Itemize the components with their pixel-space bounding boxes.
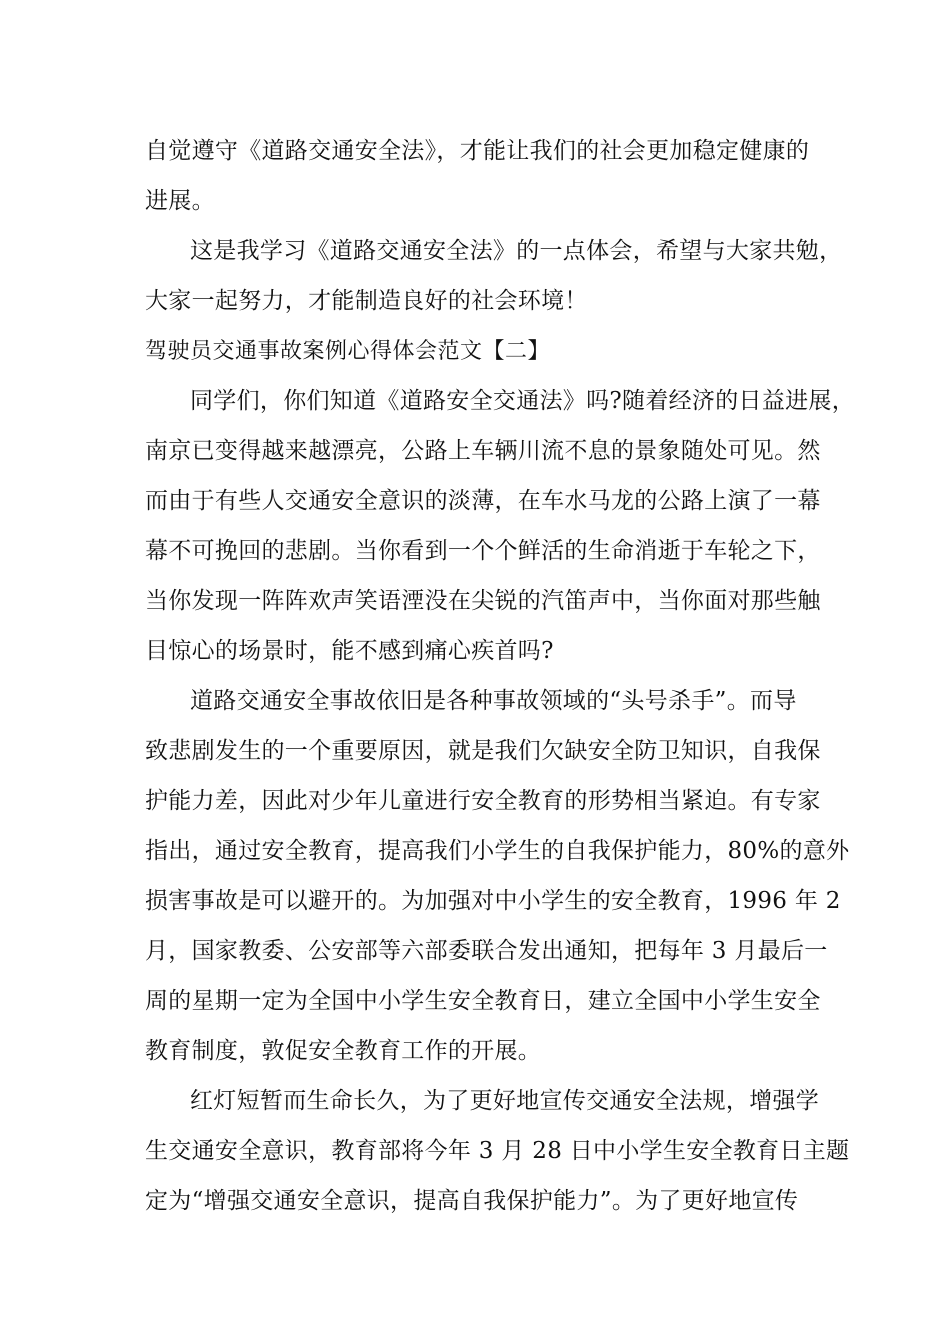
section-heading: 驾驶员交通事故案例心得体会范文【二】 xyxy=(145,339,551,364)
text-line: 护能力差，因此对少年儿童进行安全教育的形势相当紧迫。有专家 xyxy=(145,788,821,814)
text-line: 周的星期一定为全国中小学生安全教育日，建立全国中小学生安全 xyxy=(145,988,821,1014)
text-line: 进展。 xyxy=(145,188,215,214)
paragraph-start: 道路交通安全事故依旧是各种事故领域的“头号杀手”。而导 xyxy=(190,688,797,714)
text-line: 生交通安全意识，教育部将今年 3 月 28 日中小学生安全教育日主题 xyxy=(145,1138,850,1164)
text-line: 自觉遵守《道路交通安全法》，才能让我们的社会更加稳定健康的 xyxy=(145,138,810,164)
paragraph-start: 这是我学习《道路交通安全法》的一点体会，希望与大家共勉， xyxy=(190,238,843,264)
text-line: 定为“增强交通安全意识，提高自我保护能力”。为了更好地宣传 xyxy=(145,1188,799,1214)
text-line: 教育制度，敦促安全教育工作的开展。 xyxy=(145,1038,542,1064)
text-line: 目惊心的场景时，能不感到痛心疾首吗? xyxy=(145,638,554,664)
text-line: 指出，通过安全教育，提高我们小学生的自我保护能力，80%的意外 xyxy=(145,838,850,864)
text-line: 南京已变得越来越漂亮，公路上车辆川流不息的景象随处可见。然 xyxy=(145,438,821,464)
text-line: 大家一起努力，才能制造良好的社会环境！ xyxy=(145,288,588,314)
text-line: 损害事故是可以避开的。为加强对中小学生的安全教育，1996 年 2 xyxy=(145,888,841,914)
paragraph-start: 红灯短暂而生命长久，为了更好地宣传交通安全法规，增强学 xyxy=(190,1088,820,1114)
text-line: 月，国家教委、公安部等六部委联合发出通知，把每年 3 月最后一 xyxy=(145,938,828,964)
text-line: 当你发现一阵阵欢声笑语湮没在尖锐的汽笛声中，当你面对那些触 xyxy=(145,588,821,614)
text-line: 致悲剧发生的一个重要原因，就是我们欠缺安全防卫知识，自我保 xyxy=(145,738,821,764)
paragraph-start: 同学们，你们知道《道路安全交通法》吗?随着经济的日益进展， xyxy=(190,388,856,414)
text-line: 而由于有些人交通安全意识的淡薄，在车水马龙的公路上演了一幕 xyxy=(145,488,821,514)
text-line: 幕不可挽回的悲剧。当你看到一个个鲜活的生命消逝于车轮之下， xyxy=(145,538,821,564)
